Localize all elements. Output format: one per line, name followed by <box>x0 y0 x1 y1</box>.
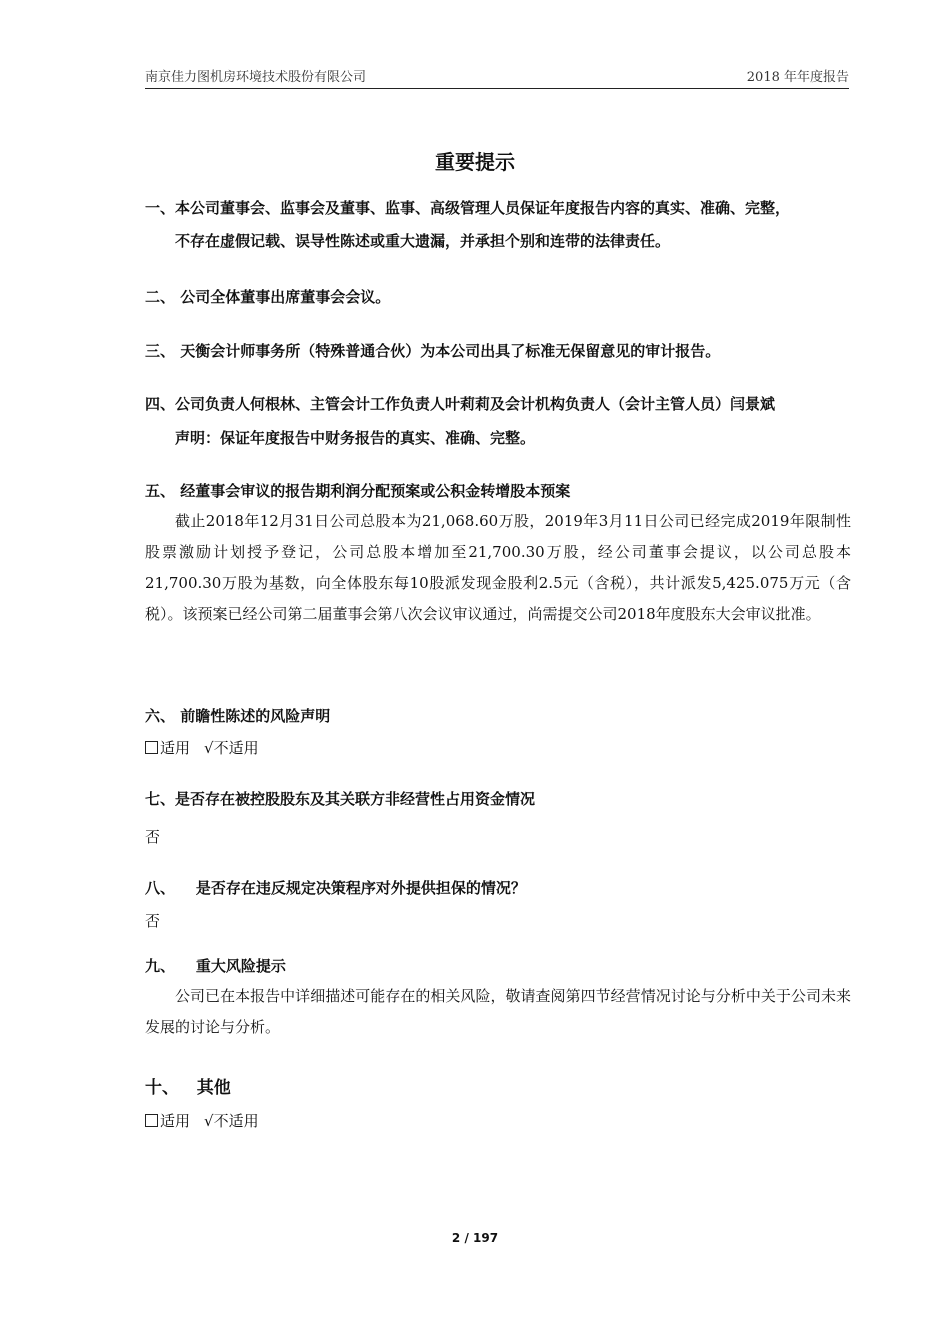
page-title: 重要提示 <box>435 150 515 174</box>
section-1-line-2: 不存在虚假记载、误导性陈述或重大遗漏，并承担个别和连带的法律责任。 <box>175 232 671 250</box>
section-5-heading: 五、 经董事会审议的报告期利润分配预案或公积金转增股本预案 <box>145 482 571 500</box>
section-10-options <box>145 1110 259 1131</box>
section-1-line-1: 一、本公司董事会、监事会及董事、监事、高级管理人员保证年度报告内容的真实、准确、完整， <box>145 199 791 217</box>
section-9-heading: 九、 重大风险提示 <box>145 957 286 975</box>
section-8-answer: 否 <box>145 912 161 930</box>
section-9-body: 公司已在本报告中详细描述可能存在的相关风险，敬请查阅第四节经营情况讨论与分析中关于公司未来发展的讨论与分析。 <box>145 987 851 1036</box>
header-company-name: 南京佳力图机房环境技术股份有限公司 <box>145 70 367 85</box>
checkbox-empty-icon <box>145 1114 158 1127</box>
option-applicable: 适用 <box>160 1112 191 1130</box>
page-number: 2 / 197 <box>451 1231 499 1245</box>
section-4-line-2: 声明：保证年度报告中财务报告的真实、准确、完整。 <box>175 429 536 447</box>
section-7-heading: 七、是否存在被控股股东及其关联方非经营性占用资金情况 <box>145 790 536 808</box>
section-6-heading: 六、 前瞻性陈述的风险声明 <box>145 707 331 725</box>
section-2: 二、 公司全体董事出席董事会会议。 <box>145 288 391 306</box>
section-6-options <box>145 737 259 758</box>
header-report-title: 2018 年年度报告 <box>746 70 849 85</box>
section-8-heading: 八、 是否存在违反规定决策程序对外提供担保的情况？ <box>145 879 526 897</box>
header-divider <box>145 88 849 89</box>
section-5-body: 截止2018年12月31日公司总股本为21,068.60万股，2019年3月11日公司已经完成2019年限制性股票激励计划授予登记，公司总股本增加至21,700.30万股，经公司董事会提议，以公司总股本21,700.30万股为基数，向全体股东每10股派发现金股利2.5元（含税），共计派发5,425.075万元（含税）。该预案已经公司第二届董事会第八次会议审议通过，尚需提交公司2018年度股东大会审议批准。 <box>145 512 851 623</box>
section-7-answer: 否 <box>145 828 161 846</box>
checkbox-empty-icon <box>145 741 158 754</box>
section-10-heading: 十、 其他 <box>145 1078 231 1098</box>
section-3: 三、 天衡会计师事务所（特殊普通合伙）为本公司出具了标准无保留意见的审计报告。 <box>145 342 721 360</box>
section-4-line-1: 四、公司负责人何根林、主管会计工作负责人叶莉莉及会计机构负责人（会计主管人员）闫景斌 <box>145 395 776 413</box>
option-not-applicable: √不适用 <box>204 1112 259 1130</box>
option-applicable: 适用 <box>160 739 191 757</box>
page-header <box>145 66 849 88</box>
option-not-applicable: √不适用 <box>204 739 259 757</box>
